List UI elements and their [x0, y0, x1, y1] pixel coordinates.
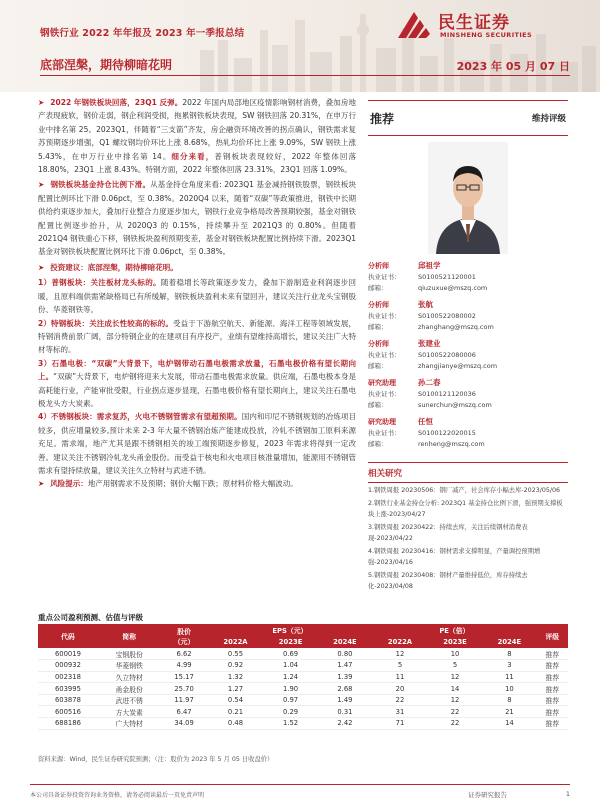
point-4-title: 4）不锈钢板块：需求复苏，火电不锈钢管需求有望超预期。	[38, 412, 242, 422]
header-banner	[0, 0, 600, 92]
analyst-card	[368, 338, 568, 372]
logo-mark-icon	[394, 8, 432, 44]
analyst-role: 研究助理	[368, 418, 396, 426]
point-3-title: 3）石墨电极：“双碳”大背景下，电炉钢带动石墨电极需求放量，石墨电极价格有望长期向上。	[38, 358, 356, 382]
cell-price: 34.09	[161, 718, 208, 730]
cell-eps: 0.55	[208, 648, 264, 660]
col-pe: PE（倍）	[372, 624, 536, 636]
analyst-cert: S0100522080002	[418, 312, 476, 320]
cell-price: 4.99	[161, 660, 208, 672]
related-item[interactable]: 2.钢铁行业基金持仓分析: 2023Q1 基金持仓比例下滑，强预期支撑板块上涨-2023/04/27	[368, 500, 563, 518]
cell-code: 600516	[38, 706, 98, 718]
cell-pe: 8	[482, 694, 536, 706]
analyst-email[interactable]: qiuzuxue@mszq.com	[418, 284, 488, 292]
risk-text: 地产用钢需求不及预期；钢价大幅下跌；原材料价格大幅波动。	[87, 479, 298, 489]
cell-pe: 11	[482, 671, 536, 683]
col-rating: 评级	[537, 624, 568, 648]
point-2-title: 2）特钢板块：关注成长性较高的标的。	[38, 318, 174, 328]
analyst-name: 孙二春	[418, 378, 441, 387]
cell-code: 688186	[38, 718, 98, 730]
header-divider	[40, 75, 570, 76]
rating-label: 推荐	[370, 112, 395, 126]
email-label: 邮箱：	[368, 284, 388, 292]
eps-year-header: 2023E	[263, 636, 317, 648]
col-price: 股价 （元）	[161, 624, 208, 648]
table-row	[38, 671, 568, 683]
cell-eps: 1.49	[318, 694, 372, 706]
point-1-text: 随着稳增长等政策逐步发力，叠加下游制造业利润逐步回暖，且原料端供需紧缺格局已有所缓解，钢铁板块盈利未来有望回升，建议关注行业龙头宝钢股份、华菱钢铁等。	[38, 278, 357, 315]
cell-eps: 1.24	[263, 671, 317, 683]
section-2-title: 钢铁板块基金持仓比例下滑。	[50, 180, 151, 190]
bullet-icon: ➤	[38, 479, 45, 489]
cell-name: 甬金股份	[98, 683, 161, 695]
cell-code: 000932	[38, 660, 98, 672]
report-series: 钢铁行业 2022 年年报及 2023 年一季报总结	[40, 28, 245, 39]
cell-price: 15.17	[161, 671, 208, 683]
pe-year-header: 2022A	[372, 636, 428, 648]
table-row	[38, 683, 568, 695]
bullet-icon: ➤	[38, 262, 45, 272]
cell-pe: 31	[372, 706, 428, 718]
cell-rating: 推荐	[537, 648, 568, 660]
section-1	[38, 96, 356, 176]
cert-label: 执业证书：	[368, 390, 401, 398]
cell-pe: 5	[372, 660, 428, 672]
cell-pe: 12	[428, 671, 482, 683]
analyst-name: 张建业	[418, 339, 441, 348]
related-item[interactable]: 3.钢铁周报 20230422：持续去库，关注后续钢材消费表现-2023/04/22	[368, 524, 528, 542]
cert-label: 执业证书：	[368, 312, 401, 320]
col-name: 简称	[98, 624, 161, 648]
section-1-sub: 细分来看，	[171, 151, 215, 161]
analyst-cert: S0100122020015	[418, 429, 476, 437]
cell-pe: 22	[372, 694, 428, 706]
cell-pe: 10	[428, 648, 482, 660]
cell-rating: 推荐	[537, 660, 568, 672]
section-1-title: 2022 年钢铁板块回落，23Q1 反弹。	[50, 98, 183, 107]
cell-eps: 2.68	[318, 683, 372, 695]
cell-pe: 5	[428, 660, 482, 672]
company-logo	[394, 6, 574, 46]
col-eps: EPS（元）	[208, 624, 372, 636]
point-1-title: 1）普钢板块：关注板材龙头标的。	[38, 278, 161, 288]
section-1-text: 2022 年国内局部地区疫情影响钢材消费，叠加房地产表现疲软，钢价走弱，钢企利润受损，拖累钢铁板块表现，SW 钢铁回落 20.31%，在申万行业中排名第 25。2023Q1，伴随着“三支箭”齐发，房企融资环境改善的拐点确认，钢铁需求复苏预期逐步增强，Q1 螺纹钢均价环比上涨 8.68%，热轧均价环比上涨 9.09%，SW 钢铁上涨 5.43%，在申万行业中排名第 14。	[38, 98, 356, 161]
point-3	[38, 357, 356, 411]
analyst-role: 研究助理	[368, 379, 396, 387]
related-title: 相关研究	[368, 463, 568, 483]
email-label: 邮箱：	[368, 362, 388, 370]
cell-name: 宝钢股份	[98, 648, 161, 660]
cell-eps: 0.69	[263, 648, 317, 660]
point-4-text: 国内和印尼不锈钢规划的冶炼项目较多，供应增量较多,预计未来 2-3 年大量不锈钢冶炼产能建成投放，冷轧不锈钢加工原料来源充足。需求端，地产尤其是跟不锈钢相关的竣工端预期逐步修复，2023 年需求将得到一定改善。建议关注不锈钢冷轧龙头甬金股份。而受益于核电和火电项目核准量增加，能源用不锈钢管需求有望持续放量，建议关注久立特材与武进不锈。	[38, 412, 357, 475]
table-row	[38, 648, 568, 660]
cell-name: 华菱钢铁	[98, 660, 161, 672]
cell-name: 武进不锈	[98, 694, 161, 706]
col-code: 代码	[38, 624, 98, 648]
cell-price: 6.47	[161, 706, 208, 718]
cell-price: 11.97	[161, 694, 208, 706]
cell-name: 广大特材	[98, 718, 161, 730]
cell-code: 603995	[38, 683, 98, 695]
cell-eps: 2.42	[318, 718, 372, 730]
cell-eps: 0.31	[318, 706, 372, 718]
cert-label: 执业证书：	[368, 273, 401, 281]
page-number: 1	[565, 790, 570, 798]
table-body	[38, 648, 568, 729]
section-3-title: 投资建议：底部涅槃，期待柳暗花明。	[50, 262, 178, 272]
risk-section	[38, 477, 356, 490]
table-row	[38, 660, 568, 672]
cell-eps: 1.39	[318, 671, 372, 683]
section-3	[38, 261, 356, 274]
cell-pe: 14	[428, 683, 482, 695]
point-3-text: “双碳”大背景下，电炉钢将迎来大发展，带动石墨电极需求放量。供应端，石墨电极本身是高耗能行业，产能审批受限，行业拐点逐步显现，石墨电极价格有望长期向上，建议关注石墨电极龙头方大炭素。	[38, 372, 356, 408]
analyst-role: 分析师	[368, 301, 389, 309]
forecast-table-title: 重点公司盈利预测、估值与评级	[38, 613, 143, 622]
cell-eps: 0.48	[208, 718, 264, 730]
cert-label: 执业证书：	[368, 429, 401, 437]
cell-price: 6.62	[161, 648, 208, 660]
cell-rating: 推荐	[537, 718, 568, 730]
cell-eps: 0.92	[208, 660, 264, 672]
bullet-icon: ➤	[38, 98, 45, 107]
email-label: 邮箱：	[368, 401, 388, 409]
cell-eps: 1.32	[208, 671, 264, 683]
cell-eps: 1.52	[263, 718, 317, 730]
analyst-email[interactable]: renheng@mszq.com	[418, 440, 485, 448]
analyst-name: 任恒	[418, 417, 433, 426]
cell-pe: 8	[482, 648, 536, 660]
cell-pe: 22	[428, 706, 482, 718]
cell-pe: 21	[482, 706, 536, 718]
table-row	[38, 718, 568, 730]
cert-label: 执业证书：	[368, 351, 401, 359]
footer-doc-type: 证券研究报告	[468, 791, 507, 799]
footer-disclaimer: 本公司具备证券投资咨询业务资格，请务必阅读最后一页免责声明	[30, 792, 205, 799]
table-row	[38, 706, 568, 718]
cell-pe: 20	[372, 683, 428, 695]
email-label: 邮箱：	[368, 440, 388, 448]
cell-price: 25.70	[161, 683, 208, 695]
cell-eps: 1.04	[263, 660, 317, 672]
report-date: 2023 年 05 月 07 日	[456, 60, 570, 73]
related-research	[368, 462, 568, 592]
cell-rating: 推荐	[537, 694, 568, 706]
related-item[interactable]: 5.钢铁周报 20230408：钢材产量维持低位，库存持续去化-2023/04/08	[368, 572, 528, 590]
cell-eps: 1.90	[263, 683, 317, 695]
analyst-card	[368, 416, 568, 450]
point-2	[38, 317, 356, 357]
table-source-note: 资料来源：Wind，民生证券研究院预测；（注：股价为 2023 年 5 月 05 日收盘价）	[38, 756, 274, 763]
analyst-cert: S0100521120001	[418, 273, 476, 281]
rating-status: 维持评级	[531, 114, 566, 124]
pe-year-header: 2023E	[428, 636, 482, 648]
cell-name: 久立特材	[98, 671, 161, 683]
cell-eps: 1.27	[208, 683, 264, 695]
analyst-cert: S0100522080006	[418, 351, 476, 359]
report-body	[38, 96, 356, 493]
cell-code: 600019	[38, 648, 98, 660]
bullet-icon: ➤	[38, 180, 45, 190]
pe-year-header: 2024E	[482, 636, 536, 648]
cell-rating: 推荐	[537, 706, 568, 718]
sidebar	[368, 96, 568, 592]
section-1-text-b: 普钢板块表现较好，2022 年整体回落 18.80%，23Q1 上涨 8.43%。特钢方面，2022 年整体回落 23.31%，23Q1 回落 1.09%。	[38, 151, 356, 175]
analyst-list	[368, 260, 568, 450]
cell-pe: 22	[428, 718, 482, 730]
cell-eps: 1.47	[318, 660, 372, 672]
point-1	[38, 276, 356, 316]
cell-eps: 0.97	[263, 694, 317, 706]
analyst-card	[368, 299, 568, 333]
section-2	[38, 178, 356, 258]
cell-code: 603878	[38, 694, 98, 706]
cell-name: 方大炭素	[98, 706, 161, 718]
report-title: 底部涅槃，期待柳暗花明	[40, 58, 173, 72]
logo-text-cn: 民生证券	[438, 13, 510, 33]
table-row	[38, 694, 568, 706]
analyst-card	[368, 377, 568, 411]
analyst-email[interactable]: zhanghang@mszq.com	[418, 323, 494, 331]
cell-pe: 12	[428, 694, 482, 706]
rating-box	[368, 100, 568, 136]
point-2-text: 受益于下游航空航天、新能源、海洋工程等领域发展，特钢消费前景广阔，部分特钢企业的在建项目有序投产，业绩有望维持高增长，建议关注广大特材等标的。	[38, 318, 357, 355]
cell-pe: 14	[482, 718, 536, 730]
cell-pe: 10	[482, 683, 536, 695]
point-4	[38, 410, 356, 477]
eps-year-header: 2024E	[318, 636, 372, 648]
analyst-role: 分析师	[368, 340, 389, 348]
cell-pe: 12	[372, 648, 428, 660]
related-item[interactable]: 1.钢铁周报 20230506：钢厂减产，社会库存小幅去库-2023/05/06	[368, 487, 560, 494]
logo-text-en: MINSHENG SECURITIES	[440, 31, 533, 39]
analyst-cert: S0100121120036	[418, 390, 476, 398]
cell-pe: 11	[372, 671, 428, 683]
cell-eps: 0.29	[263, 706, 317, 718]
analyst-email[interactable]: zhangjianye@mszq.com	[418, 362, 498, 370]
eps-year-header: 2022A	[208, 636, 264, 648]
analyst-email[interactable]: sunerchun@mszq.com	[418, 401, 492, 409]
related-item[interactable]: 4.钢铁周报 20230416：钢材需求支撑明显，产量调控预期增强-2023/04/16	[368, 548, 541, 566]
email-label: 邮箱：	[368, 323, 388, 331]
cell-rating: 推荐	[537, 671, 568, 683]
cell-pe: 3	[482, 660, 536, 672]
related-list	[368, 485, 568, 592]
analyst-photo	[428, 142, 508, 254]
analyst-name: 张航	[418, 300, 433, 309]
cell-eps: 0.54	[208, 694, 264, 706]
footer-divider	[30, 784, 570, 785]
cell-rating: 推荐	[537, 683, 568, 695]
cell-pe: 71	[372, 718, 428, 730]
forecast-table	[38, 624, 568, 730]
analyst-role: 分析师	[368, 262, 389, 270]
cell-eps: 0.80	[318, 648, 372, 660]
section-2-text: 从基金持仓角度来看: 2023Q1 基金减持钢铁股票，钢铁板块配置比例环比下滑 0.06pct，至 0.38%。2020Q4 以来，随着“双碳”等政策推进，钢铁中长期供给约束逐步加大，叠加行业整合力度逐步加大，钢铁行业竞争格局改善预期较强，基金对钢铁配置比例逐步抬升，从 2020Q3 的 0.15%，持续攀升至 2021Q3 的 0.80%。但随着 2021Q4 钢铁重心下移，钢铁板块盈利预期变差，基金对钢铁板块配置比例持续下滑。2023Q1 基金对钢铁板块配置比例环比下滑 0.06pct，至 0.38%。	[38, 180, 356, 257]
analyst-name: 邱祖学	[418, 261, 441, 270]
analyst-card	[368, 260, 568, 294]
cell-code: 002318	[38, 671, 98, 683]
risk-title: 风险提示：	[50, 479, 88, 489]
cell-eps: 0.21	[208, 706, 264, 718]
